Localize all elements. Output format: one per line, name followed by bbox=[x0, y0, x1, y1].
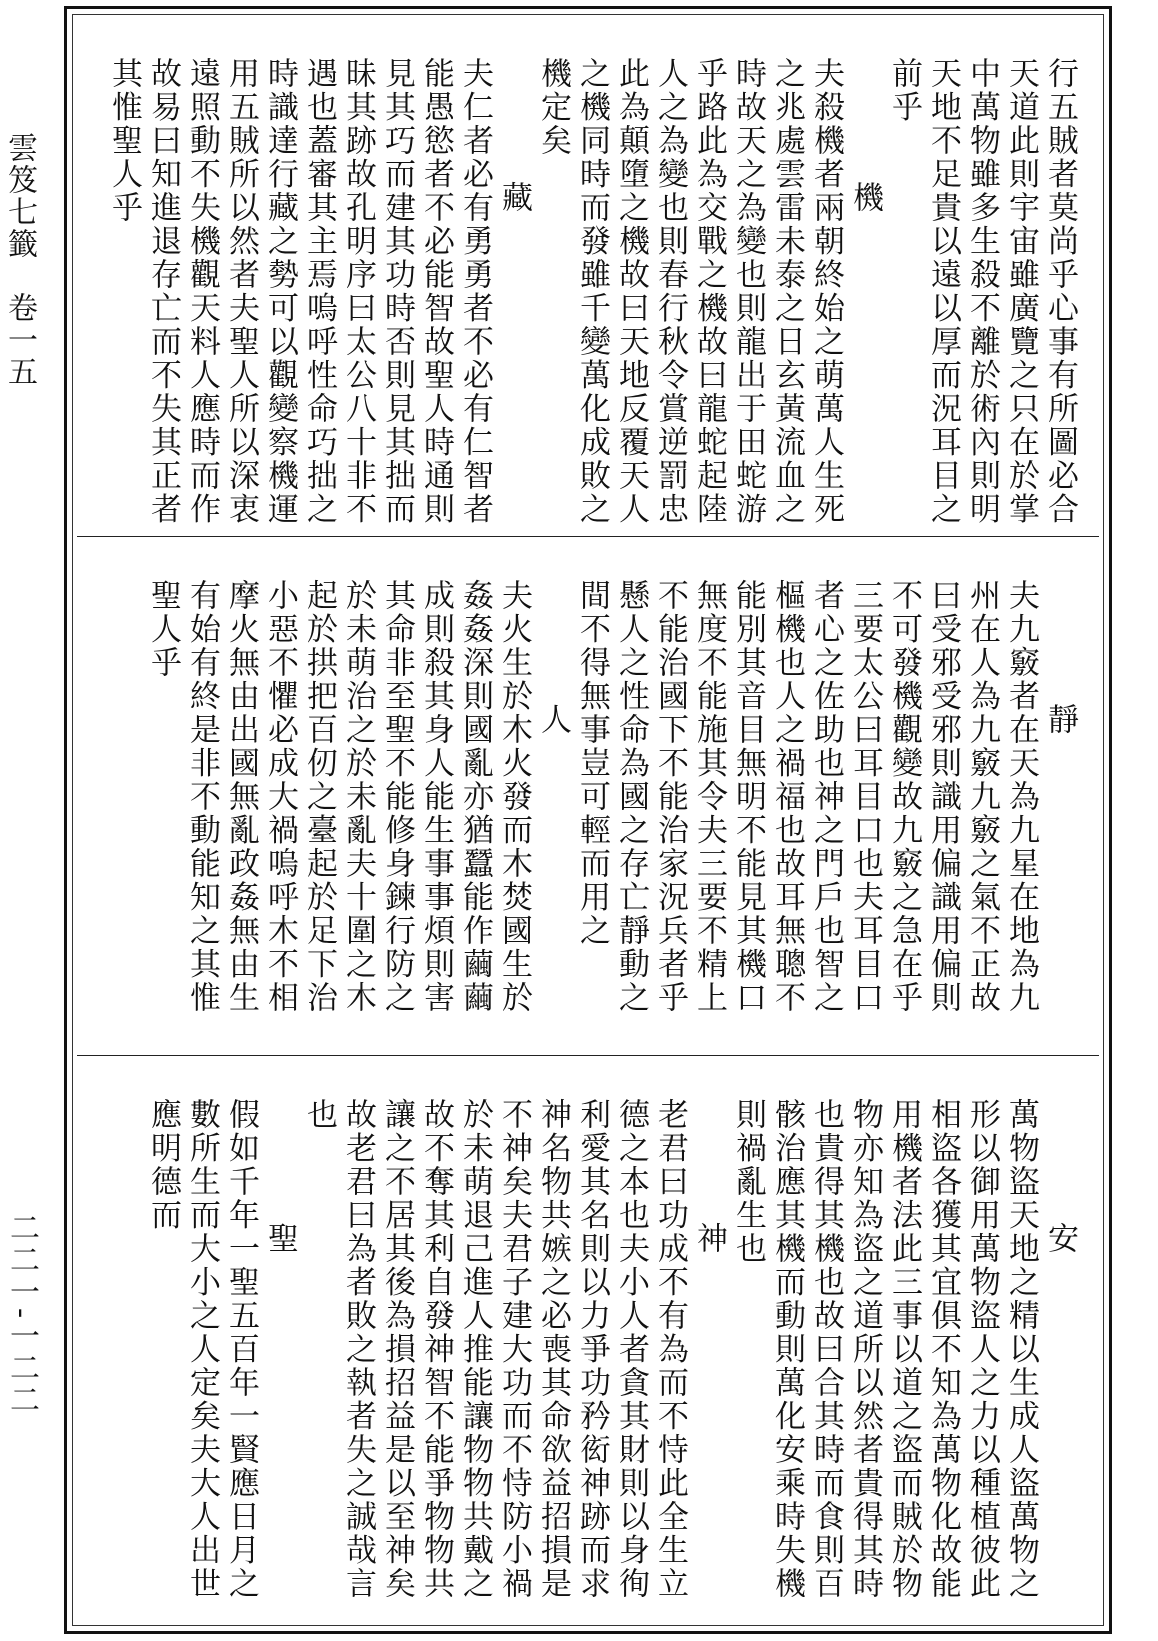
paragraph: 行五賊者莫尚乎心事有所圖必合天道此則宇宙雖廣覽之只在於掌中萬物雖多生殺不離於術內則明天地不足貴以遠以厚而況耳目之前乎 bbox=[886, 57, 1078, 526]
text-band-middle bbox=[77, 539, 1099, 1056]
paragraph: 夫仁者必有勇勇者不必有仁智者能愚慾者不必能智故聖人時通則見其巧而建其功時否則見其拙而昧其跡故孔明序曰太公八十非不遇也蓋審其主焉嗚呼性命巧拙之時識達行藏之勢可以觀變察機運用五賊所以然者夫聖人所以深衷遠照動不失機觀天料人應時而作故易曰知進退存亡而不失其正者其惟聖人乎 bbox=[106, 57, 493, 526]
section-heading: 神 bbox=[691, 1222, 727, 1256]
text-columns bbox=[97, 579, 1079, 1045]
section-heading: 藏 bbox=[496, 181, 532, 215]
page-frame bbox=[64, 6, 1112, 1634]
paragraph: 夫火生於木火發而木焚國生於姦姦深則國亂亦猶蠶能作繭繭成則殺其身人能生事事煩則害其命非至聖不能修身鍊行防之於未萌治之於未亂夫十圍之木起於拱把百仞之臺起於足下治小惡不懼必成大禍嗚呼木不相摩火無由出國無亂政姦無由生有始有終是非不動能知之其惟聖人乎 bbox=[145, 579, 532, 1015]
paragraph: 假如千年一聖五百年一賢應日月之數所生而大小之人定矣夫大人出世應明德而 bbox=[145, 1098, 259, 1601]
text-band-bottom bbox=[77, 1058, 1099, 1627]
section-heading: 安 bbox=[1042, 1222, 1078, 1256]
page-number: 二二一-一二二 bbox=[4, 1212, 39, 1417]
section-heading: 人 bbox=[535, 703, 571, 737]
book-title: 雲笈七籤 卷一五 bbox=[2, 132, 37, 388]
text-columns bbox=[97, 1098, 1079, 1617]
section-heading: 靜 bbox=[1042, 703, 1078, 737]
text-columns bbox=[97, 57, 1079, 526]
section-heading: 聖 bbox=[262, 1222, 298, 1256]
section-heading: 機 bbox=[847, 181, 883, 215]
text-band-top bbox=[77, 17, 1099, 537]
paragraph: 萬物盜天地之精以生成人盜萬物之形以御用萬物盜人之力以種植彼此相盜各獲其宜俱不知為萬物化故能用機者法此三事以道之盜而賊於物物亦知為盜之道所以然者貴得其時也貴得其機也故曰合其時而食則百骸治應其機而動則萬化安乘時失機則禍亂生也 bbox=[730, 1098, 1039, 1601]
paragraph: 夫殺機者兩朝終始之萌萬人生死之兆處雲雷未泰之日玄黃流血之時故天之為變也則龍出于田蛇游乎路此為交戰之機故曰龍蛇起陸人之為變也則春行秋令賞逆罰忠此為顛墮之機故曰天地反覆天人之機同時而發雖千變萬化成敗之機定矣 bbox=[535, 57, 844, 526]
paragraph: 老君曰功成不有為而不恃此全生立德之本也夫小人者貪其財則以身徇利愛其名則以力爭功矜衒神跡而求神名物共嫉之必喪其命欲益招損是不神矣夫君子建大功而不恃防小禍於未萌退己進人推能讓物物共戴之故不奪其利自發神智不能爭物物共讓之不居其後為損招益是以至神矣故老君曰為者敗之執者失之誠哉言也 bbox=[301, 1098, 688, 1601]
paragraph: 夫九竅者在天為九星在地為九州在人為九竅九竅之氣不正故曰受邪受邪則識用偏識用偏則不可發機觀變故九竅之急在乎三要太公曰耳目口也夫耳目口者心之佐助也神之門戶也智之樞機也人之禍福也故耳無聰不能別其音目無明不能見其機口無度不能施其令夫三要不精上不能治國下不能治家況兵者乎懸人之性命為國之存亡靜動之間不得無事豈可輕而用之 bbox=[574, 579, 1039, 1015]
